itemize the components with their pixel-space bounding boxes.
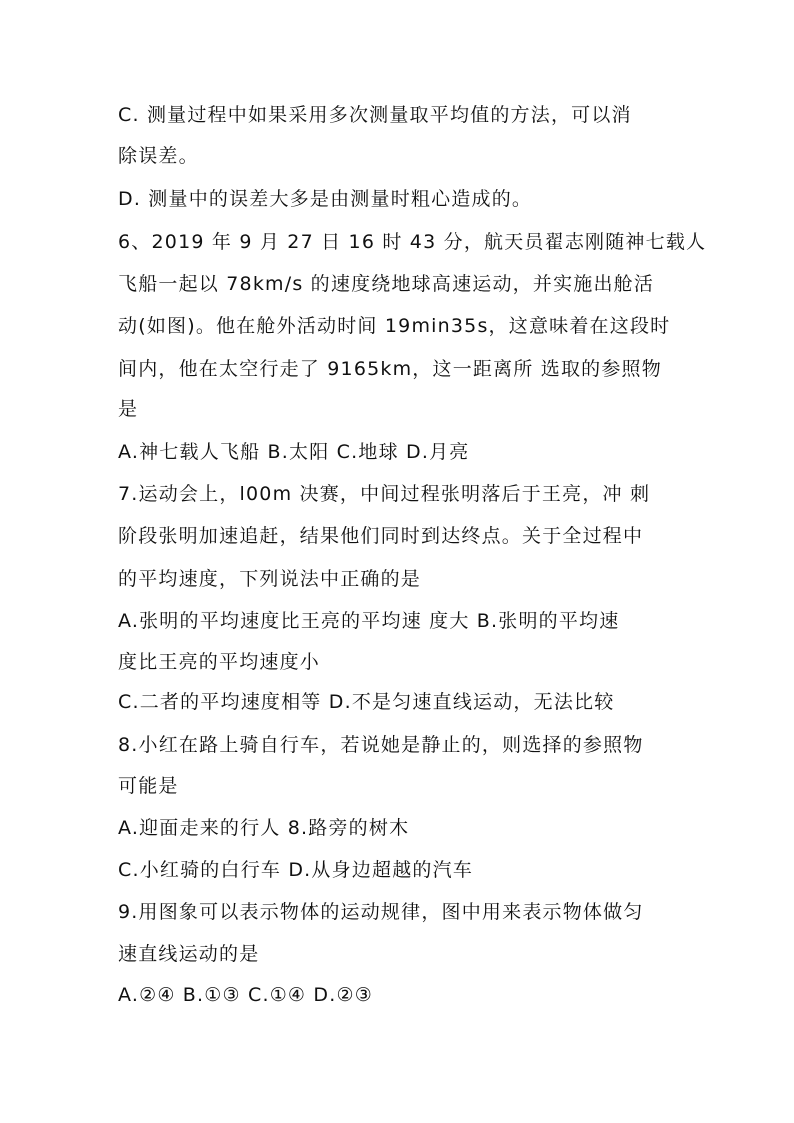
question-6-line-1: 6、2019 年 9 月 27 日 16 时 43 分，航天员翟志刚随神七载人 [118,231,707,253]
question-6-options: A.神七载人飞船 B.太阳 C.地球 D.月亮 [118,441,470,463]
text-line-1: C. 测量过程中如果采用多次测量取平均值的方法，可以消 [118,104,632,126]
question-7-line-2: 阶段张明加速追赶，结果他们同时到达终点。关于全过程中 [118,525,644,547]
question-6-line-5: 是 [118,398,139,420]
question-9-line-2: 速直线运动的是 [118,943,260,965]
question-7-line-3: 的平均速度，下列说法中正确的是 [118,568,422,590]
question-7-options-line-3: C.二者的平均速度相等 D.不是匀速直线运动，无法比较 [118,691,615,713]
question-8-options-line-1: A.迎面走来的行人 8.路旁的树木 [118,817,410,839]
question-8-line-2: 可能是 [118,775,179,797]
text-line-2: 除误差。 [118,145,199,167]
question-6-line-4: 间内，他在太空行走了 9165km，这一距离所 选取的参照物 [118,358,662,380]
text-line-3: D. 测量中的误差大多是由测量时粗心造成的。 [118,188,533,210]
question-8-line-1: 8.小红在路上骑自行车，若说她是静止的，则选择的参照物 [118,734,644,756]
question-8-options-line-2: C.小红骑的白行车 D.从身边超越的汽车 [118,859,474,881]
question-6-line-3: 动(如图)。他在舱外活动时间 19min35s，这意味着在这段时 [118,315,671,337]
question-7-options-line-1: A.张明的平均速度比王亮的平均速 度大 B.张明的平均速 [118,610,620,632]
question-9-options: A.②④ B.①③ C.①④ D.②③ [118,984,373,1006]
question-6-line-2: 飞船一起以 78km/s 的速度绕地球高速运动，并实施出舱活 [118,273,655,295]
question-7-line-1: 7.运动会上，l00m 决赛，中间过程张明落后于王亮，冲 刺 [118,483,651,505]
question-9-line-1: 9.用图象可以表示物体的运动规律，图中用来表示物体做匀 [118,901,644,923]
question-7-options-line-2: 度比王亮的平均速度小 [118,651,321,673]
